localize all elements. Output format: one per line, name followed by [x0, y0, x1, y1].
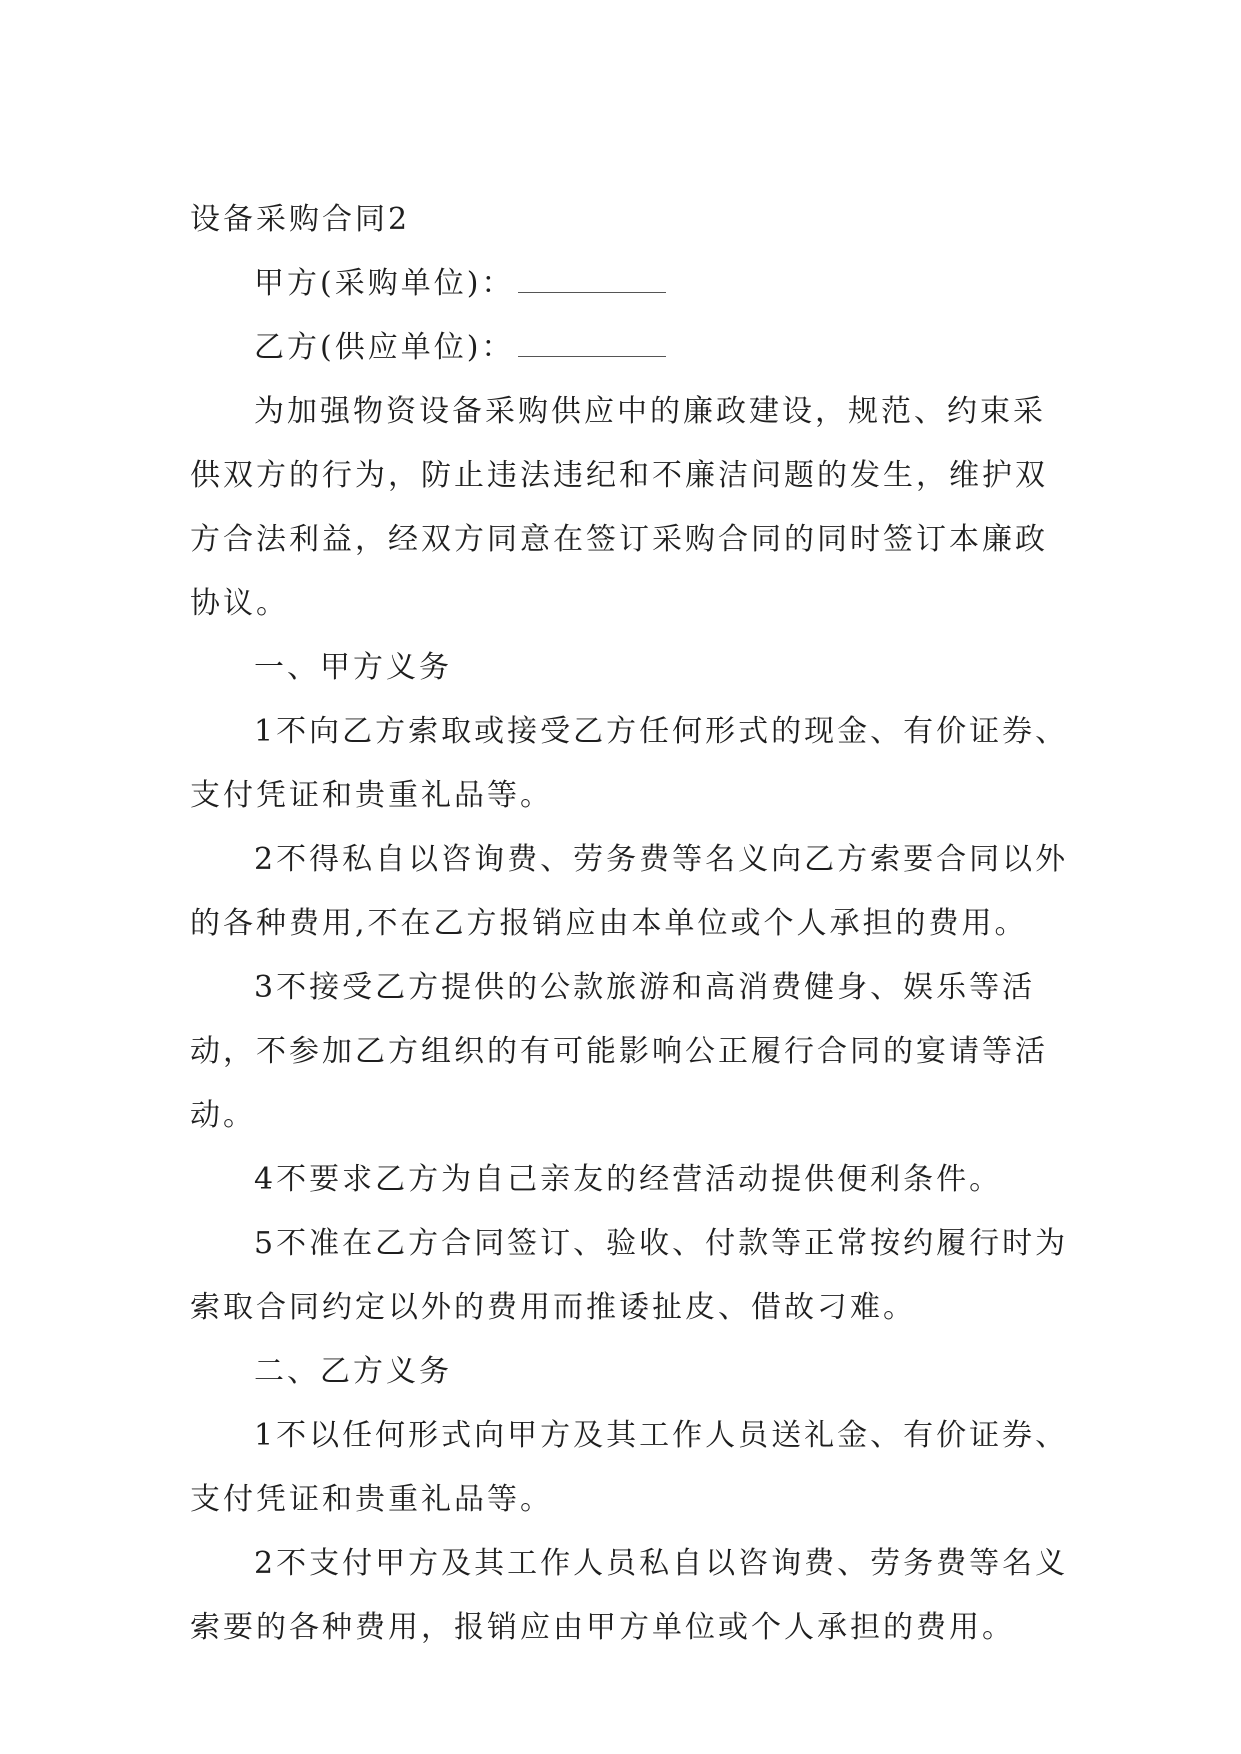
section-b-item: 2不支付甲方及其工作人员私自以咨询费、劳务费等名义索要的各种费用，报销应由甲方单位或个人承担的费用。 — [190, 1546, 1069, 1645]
section-b-item: 1不以任何形式向甲方及其工作人员送礼金、有价证券、支付凭证和贵重礼品等。 — [190, 1418, 1069, 1517]
section-a-item: 5不准在乙方合同签订、验收、付款等正常按约履行时为索取合同约定以外的费用而推诿扯皮、借故刁难。 — [190, 1226, 1069, 1325]
party-a-label: 甲方(采购单位)： — [254, 266, 515, 301]
section-a-heading: 一、甲方义务 — [254, 650, 452, 685]
document-body — [190, 188, 1070, 1660]
intro-paragraph: 为加强物资设备采购供应中的廉政建设，规范、约束采供双方的行为，防止违法违纪和不廉洁问题的发生，维护双方合法利益，经双方同意在签订采购合同的同时签订本廉政协议。 — [190, 394, 1048, 621]
party-a-line — [190, 252, 1070, 316]
party-b-line — [190, 316, 1070, 380]
section-a-item: 2不得私自以咨询费、劳务费等名义向乙方索要合同以外的各种费用,不在乙方报销应由本单位或个人承担的费用。 — [190, 842, 1069, 941]
party-b-label: 乙方(供应单位)： — [254, 330, 515, 365]
section-a-item: 4不要求乙方为自己亲友的经营活动提供便利条件。 — [254, 1162, 1003, 1197]
section-a-item: 3不接受乙方提供的公款旅游和高消费健身、娱乐等活动，不参加乙方组织的有可能影响公正履行合同的宴请等活动。 — [190, 970, 1048, 1133]
document-title: 设备采购合同2 — [190, 202, 411, 237]
section-a-item: 1不向乙方索取或接受乙方任何形式的现金、有价证券、支付凭证和贵重礼品等。 — [190, 714, 1069, 813]
section-b-heading: 二、乙方义务 — [254, 1354, 452, 1389]
party-a-blank — [518, 270, 666, 293]
party-b-blank — [518, 334, 666, 357]
